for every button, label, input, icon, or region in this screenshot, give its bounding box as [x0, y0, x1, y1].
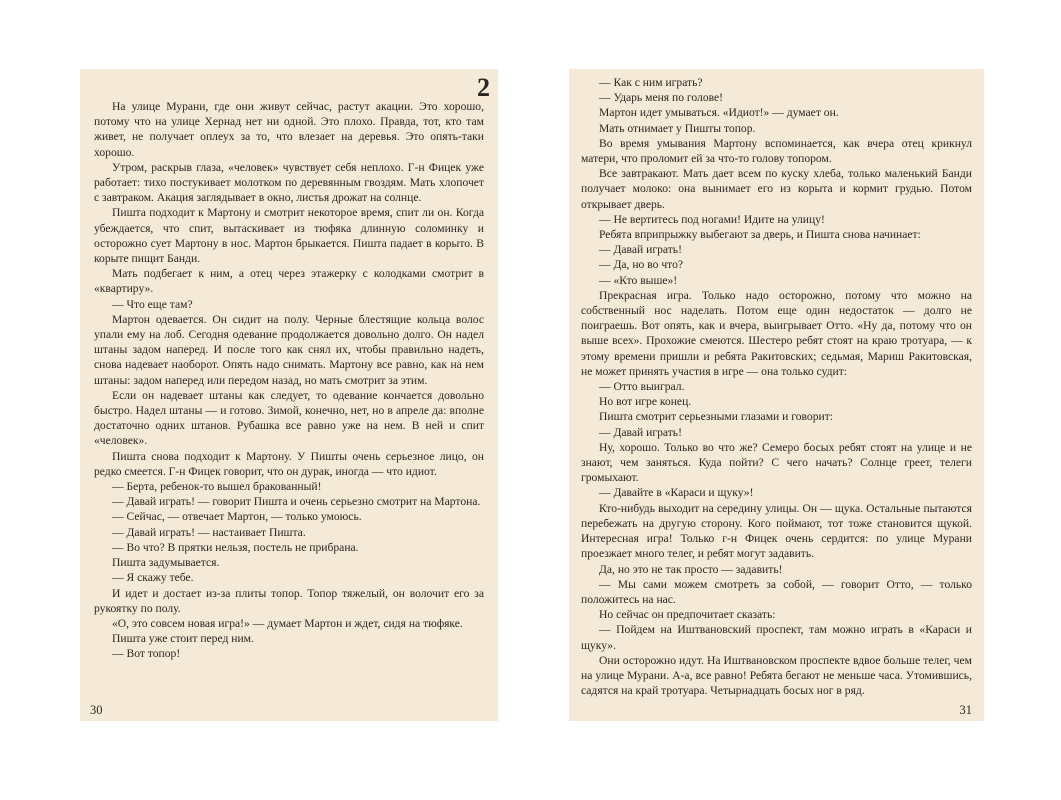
paragraph: Пишта задумывается. [112, 556, 220, 570]
paragraph: — Мы сами можем смотреть за собой, — говорит Отто, — только положитесь на нас. [581, 577, 972, 606]
paragraph: — Во что? В прятки нельзя, постель не прибрана. [112, 540, 359, 554]
paragraph: Во время умывания Мартону вспоминается, как вчера отец крикнул матери, что проломит ей за что-то голову топором. [581, 136, 972, 166]
paragraph: — Что еще там? [112, 297, 193, 311]
chapter-number: 2 [477, 73, 490, 102]
paragraph: — Давай играть! [599, 425, 682, 439]
paragraph: Но сейчас он предпочитает сказать: [599, 608, 776, 622]
paragraph: — Давай играть! — говорит Пишта и очень серьезно смотрит на Мартона. [112, 495, 481, 509]
paragraph: Все завтракают. Мать дает всем по куску хлеба, только маленький Банди получает молоко: она вынимает его из корыта и кормит грудью. Потом открывает дверь. [581, 167, 972, 211]
right-page-text [581, 75, 972, 698]
paragraph: На улице Мурани, где они живут сейчас, растут акации. Это хорошо, потому что на улице Хернад нет ни одной. Это плохо. Правда, тот, кто там живет, не получает оплеух за то, что влезает на деревья. Это опять-таки хорошо. [94, 100, 484, 159]
paragraph: И идет и достает из-за плиты топор. Топор тяжелый, он волочит его за рукоятку по полу. [94, 586, 484, 615]
page-number: 30 [90, 703, 103, 717]
paragraph: Да, но это не так просто — задавить! [599, 562, 783, 576]
paragraph: — Отто выиграл. [599, 380, 685, 394]
paragraph: — Я скажу тебе. [112, 571, 194, 585]
paragraph: Пишта снова подходит к Мартону. У Пишты очень серьезное лицо, он редко смеется. Г-н Фицек говорит, что он дурак, иногда — что идиот. [94, 449, 484, 478]
paragraph: Кто-нибудь выходит на середину улицы. Он — щука. Остальные пытаются перебежать на другую сторону. Кого поймают, тот тоже становится щукой. Интересная игра! Только г-н Фицек очень сердится: по улице Мурани проезжает много телег, и ребят могут задавить. [581, 501, 972, 561]
paragraph: Пишта уже стоит перед ним. [112, 632, 254, 646]
page-number: 31 [959, 703, 972, 717]
paragraph: — Берта, ребенок-то вышел бракованный! [112, 480, 322, 494]
left-page [80, 69, 498, 721]
paragraph: Прекрасная игра. Только надо осторожно, потому что можно на собственный нос наделать. Потом еще один недостаток — долго не поиграешь. Вот опять, как и вчера, выигрывает Отто. «Ну да, потому что он выше всех». Прохожие смеются. Шестеро ребят стоят на краю тротуара, — к этому времени пришли и ребята Ракитовских; седьмая, Мариш Ракитовская, не может принять участия в игре — она только судит: [581, 288, 972, 378]
paragraph: — Сейчас, — отвечает Мартон, — только умоюсь. [112, 510, 362, 524]
paragraph: Утром, раскрыв глаза, «человек» чувствует себя неплохо. Г-н Фицек уже работает: тихо постукивает молотком по деревянным гвоздям. Мать хлопочет с завтраком. Акация заглядывает в окно, листья дрожат на солнце. [94, 160, 484, 205]
paragraph: — Ударь меня по голове! [599, 91, 724, 105]
paragraph: Мать отнимает у Пишты топор. [599, 121, 756, 135]
left-page-text [94, 99, 484, 662]
paragraph: Мартон одевается. Он сидит на полу. Черные блестящие кольца волос упали ему на лоб. Сегодня одевание продолжается довольно долго. Он надел штаны задом наперед. И после того как снял их, чтобы правильно надеть, снова надевает наоборот. Опять надо снимать. Мартону все равно, как на нем штаны: задом наперед или передом назад, но мать смотрит за этим. [94, 312, 484, 387]
paragraph: Мартон идет умываться. «Идиот!» — думает он. [599, 106, 839, 120]
paragraph: — Давайте в «Караси и щуку»! [599, 486, 754, 500]
paragraph: Ну, хорошо. Только во что же? Семеро босых ребят стоят на улице и не знают, чем заняться. Куда пойти? С чего начать? Солнце греет, телеги громыхают. [581, 440, 972, 485]
paragraph: — Пойдем на Иштвановский проспект, там можно играть в «Караси и щуку». [581, 623, 972, 652]
paragraph: — Да, но во что? [599, 258, 684, 272]
paragraph: — Давай играть! [599, 243, 682, 257]
paragraph: — Как с ним играть? [599, 76, 703, 89]
paragraph: — Не вертитесь под ногами! Идите на улицу! [599, 212, 825, 226]
paragraph: Пишта смотрит серьезными глазами и говорит: [599, 410, 833, 424]
paragraph: Но вот игре конец. [599, 395, 692, 409]
paragraph: Ребята вприпрыжку выбегают за дверь, и Пишта снова начинает: [599, 228, 921, 242]
paragraph: «О, это совсем новая игра!» — думает Мартон и ждет, сидя на тюфяке. [112, 616, 463, 630]
paragraph: Если он надевает штаны как следует, то одевание кончается довольно быстро. Надел штаны — и готово. Зимой, конечно, нет, но в апреле да: вполне достаточно одних штанов. Рубашка все равно уже на нем. В ней и спит «человек». [94, 388, 484, 448]
paragraph: Пишта подходит к Мартону и смотрит некоторое время, спит ли он. Когда убеждается, что спит, вытаскивает из тюфяка длинную соломинку и осторожно сует Мартону в нос. Мартон брыкается. Пишта падает в корыто. В корыте пищит Банди. [94, 206, 484, 266]
paragraph: Мать подбегает к ним, а отец через этажерку с колодками смотрит в «квартиру». [94, 267, 484, 296]
paragraph: — «Кто выше»! [599, 273, 678, 287]
right-page [569, 69, 984, 721]
paragraph: — Вот топор! [112, 647, 181, 661]
paragraph: — Давай играть! — настаивает Пишта. [112, 525, 306, 539]
paragraph: Они осторожно идут. На Иштвановском проспекте вдвое больше телег, чем на улице Мурани. А-а, все равно! Ребята бегают не меньше часа. Утомившись, садятся на край тротуара. Четырнадцать босых ног в ряд. [581, 653, 972, 698]
